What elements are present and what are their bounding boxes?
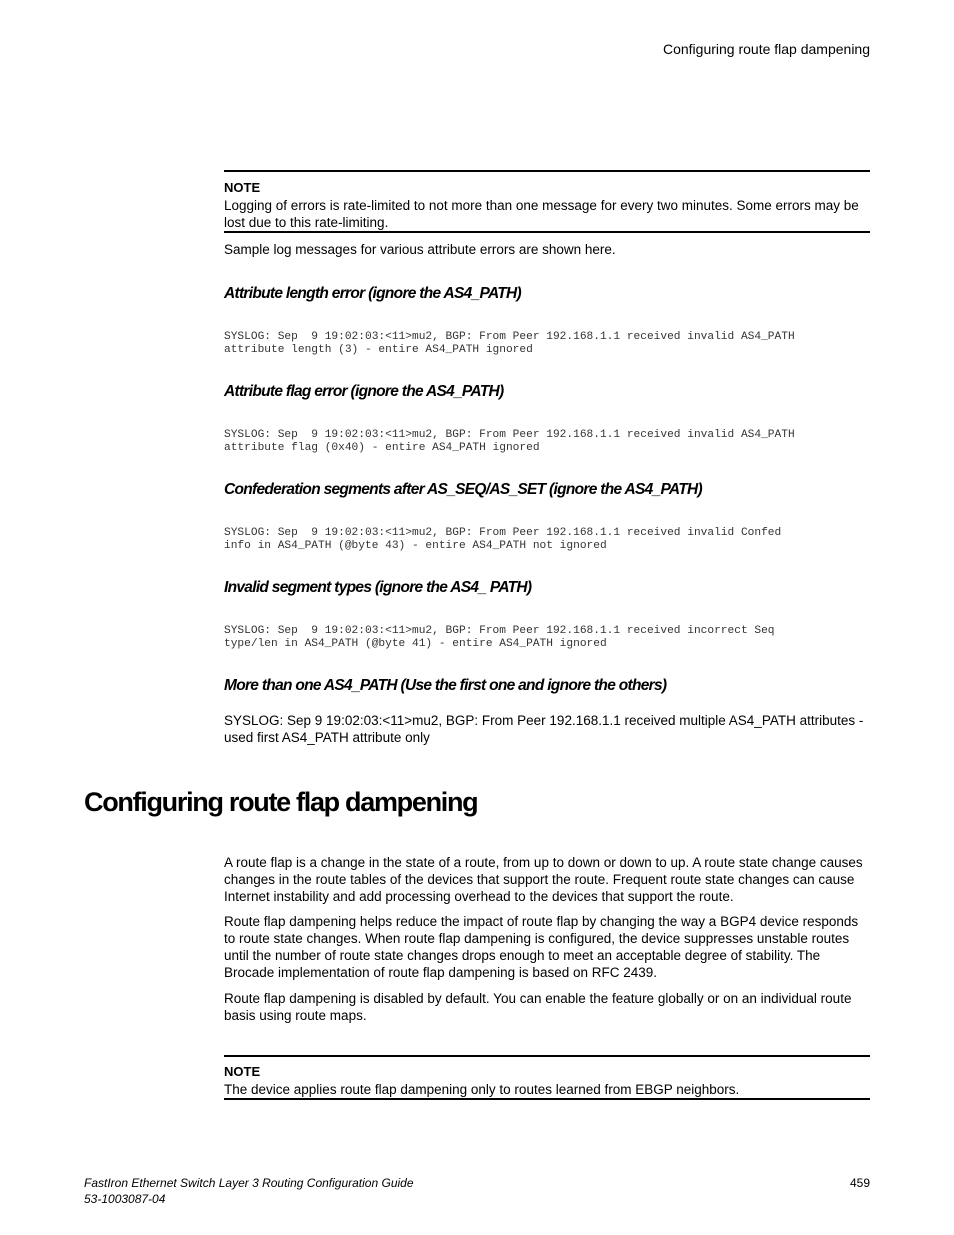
page-number: 459: [849, 1176, 870, 1190]
note-text: Logging of errors is rate-limited to not more than one message for every two minutes. Some errors may be lost due to this rate-limiting.: [224, 198, 859, 230]
code-block: SYSLOG: Sep 9 19:02:03:<11>mu2, BGP: From Peer 192.168.1.1 received invalid AS4_PATH attribute length (3) - entire AS4_PATH ignored: [224, 331, 795, 356]
footer-doc-title: FastIron Ethernet Switch Layer 3 Routing Configuration Guide: [84, 1176, 414, 1190]
note-label: NOTE: [224, 1064, 261, 1079]
section-heading: Confederation segments after AS_SEQ/AS_SET (ignore the AS4_PATH): [224, 481, 702, 498]
note-bottom-rule: [224, 1098, 870, 1100]
paragraph: Route flap dampening is disabled by default. You can enable the feature globally or on an individual route basis using route maps.: [224, 991, 852, 1023]
note-text: The device applies route flap dampening only to routes learned from EBGP neighbors.: [224, 1082, 740, 1097]
paragraph: Route flap dampening helps reduce the impact of route flap by changing the way a BGP4 device responds to route state changes. When route flap dampening is configured, the device suppresses unstable routes until the number of route state changes drops enough to meet an acceptable degree of stability. The Brocade implementation of route flap dampening is based on RFC 2439.: [224, 914, 859, 980]
code-block: SYSLOG: Sep 9 19:02:03:<11>mu2, BGP: From Peer 192.168.1.1 received incorrect Seq type/len in AS4_PATH (@byte 41) - entire AS4_PATH ignored: [224, 625, 775, 650]
running-header: Configuring route flap dampening: [662, 41, 870, 57]
code-block: SYSLOG: Sep 9 19:02:03:<11>mu2, BGP: From Peer 192.168.1.1 received invalid Confed info in AS4_PATH (@byte 43) - entire AS4_PATH not ignored: [224, 527, 782, 552]
section-heading: Attribute flag error (ignore the AS4_PATH): [224, 383, 504, 400]
note-label: NOTE: [224, 180, 261, 195]
section-heading: Invalid segment types (ignore the AS4_ PATH): [224, 579, 532, 596]
syslog-text: SYSLOG: Sep 9 19:02:03:<11>mu2, BGP: From Peer 192.168.1.1 received multiple AS4_PATH attributes - used first AS4_PATH attribute only: [224, 713, 864, 745]
section-heading: More than one AS4_PATH (Use the first one and ignore the others): [224, 677, 667, 694]
note-bottom-rule: [224, 231, 870, 233]
footer-doc-info: [84, 1175, 414, 1207]
footer-doc-number: 53-1003087-04: [84, 1192, 166, 1206]
paragraph: A route flap is a change in the state of a route, from up to down or down to up. A route state change causes changes in the route tables of the devices that support the route. Frequent route state changes can cause Internet instability and add processing overhead to the devices that support the route.: [224, 855, 863, 904]
page-title: Configuring route flap dampening: [84, 787, 478, 817]
note-top-rule: [224, 1055, 870, 1057]
note-top-rule: [224, 170, 870, 172]
code-block: SYSLOG: Sep 9 19:02:03:<11>mu2, BGP: From Peer 192.168.1.1 received invalid AS4_PATH attribute flag (0x40) - entire AS4_PATH ignored: [224, 429, 795, 454]
section-heading: Attribute length error (ignore the AS4_PATH): [224, 285, 522, 302]
intro-paragraph: Sample log messages for various attribute errors are shown here.: [224, 242, 616, 257]
